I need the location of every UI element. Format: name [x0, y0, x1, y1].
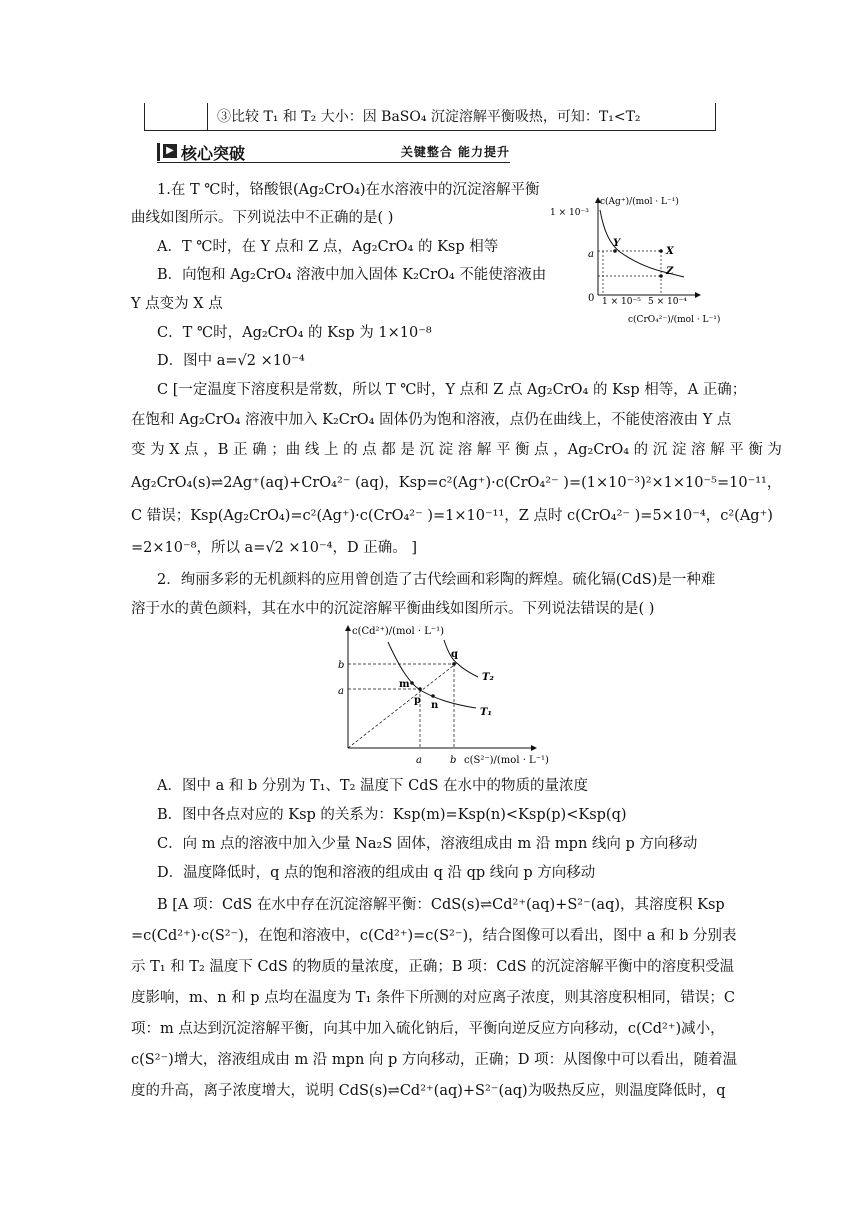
q2-option-d: D．温度降低时，q 点的饱和溶液的组成由 q 沿 qp 线向 p 方向移动 [157, 865, 596, 881]
q2-label-q: q [451, 649, 458, 660]
q2-point-n [431, 694, 435, 698]
q2-tick-b-y: b [338, 660, 345, 671]
q1-answer-line-6: =2×10⁻⁸，所以 a=√2 ×10⁻⁴，D 正确。 ] [131, 540, 417, 556]
q2-line-2: 溶于水的黄色颜料，其在水中的沉淀溶解平衡曲线如图所示。下列说法错误的是( ) [131, 601, 655, 617]
q2-point-p [418, 687, 422, 691]
q1-option-d: D．图中 a=√2 ×10⁻⁴ [157, 353, 305, 369]
q2-y-axis-label: c(Cd²⁺)/(mol · L⁻¹) [352, 626, 445, 637]
table-fragment [144, 103, 716, 131]
q1-x-tick-1: 1 × 10⁻⁵ [602, 297, 641, 307]
q1-answer-line-3: 变 为 X 点 ，B 正 确 ；曲 线 上 的 点 都 是 沉 淀 溶 解 平 衡 点 ，Ag₂CrO₄ 的 沉 淀 溶 解 平 衡 为 [131, 442, 782, 458]
q2-answer-line-6: c(S²⁻)增大，溶液组成由 m 沿 mpn 向 p 方向移动，正确；D 项：从图像中可以看出，随着温 [131, 1052, 738, 1068]
q1-origin-label: 0 [588, 293, 595, 304]
q2-label-t2: T₂ [482, 672, 494, 683]
q1-line-2: 曲线如图所示。下列说法中不正确的是( ) [131, 210, 394, 226]
q1-point-x [659, 249, 663, 253]
q1-y-tick-top: 1 × 10⁻³ [550, 208, 589, 218]
play-triangle-icon: ▶ [163, 144, 177, 158]
q2-option-a: A．图中 a 和 b 分别为 T₁、T₂ 温度下 CdS 在水中的物质的量浓度 [157, 778, 589, 794]
section-subtitle: 关键整合 能力提升 [400, 145, 510, 159]
q1-line-1: 1.在 T ℃时，铬酸银(Ag₂CrO₄)在水溶液中的沉淀溶解平衡 [157, 182, 540, 198]
q2-solubility-figure [326, 620, 566, 772]
q2-answer-line-1: B [A 项：CdS 在水中存在沉淀溶解平衡：CdS(s)⇌Cd²⁺(aq)+S²⁻(aq)，其溶度积 Ksp [157, 897, 725, 913]
q2-line-1: 2．绚丽多彩的无机颜料的应用曾创造了古代绘画和彩陶的辉煌。硫化镉(CdS)是一种难 [157, 572, 716, 588]
table-cell: ③比较 T₁ 和 T₂ 大小：因 BaSO₄ 沉淀溶解平衡吸热，可知：T₁<T₂ [217, 109, 641, 125]
q1-answer-line-1: C [一定温度下溶度积是常数，所以 T ℃时，Y 点和 Z 点 Ag₂CrO₄ 的 Ksp 相等，A 正确； [157, 382, 747, 398]
q1-label-z: Z [666, 266, 674, 277]
q1-x-axis-label: c(CrO₄²⁻)/(mol · L⁻¹) [628, 315, 721, 325]
q2-diagonal [348, 662, 458, 748]
q2-answer-line-3: 示 T₁ 和 T₂ 温度下 CdS 的物质的量浓度，正确；B 项：CdS 的沉淀溶解平衡中的溶度积受温 [131, 959, 735, 975]
q1-label-x: X [666, 246, 674, 257]
q2-answer-line-2: =c(Cd²⁺)·c(S²⁻)，在饱和溶液中，c(Cd²⁺)=c(S²⁻)，结合图像可以看出，图中 a 和 b 分别表 [131, 928, 737, 944]
q1-answer-line-4: Ag₂CrO₄(s)⇌2Ag⁺(aq)+CrO₄²⁻ (aq)，Ksp=c²(Ag⁺)·c(CrO₄²⁻ )=(1×10⁻³)²×1×10⁻⁵=10⁻¹¹， [131, 475, 782, 491]
q2-answer-line-7: 度的升高，离子浓度增大，说明 CdS(s)⇌Cd²⁺(aq)+S²⁻(aq)为吸热反应，则温度降低时，q [131, 1083, 726, 1099]
q1-point-z [659, 274, 663, 278]
q1-option-a: A．T ℃时，在 Y 点和 Z 点，Ag₂CrO₄ 的 Ksp 相等 [157, 239, 499, 255]
q2-tick-a-y: a [338, 686, 344, 697]
table-divider [207, 103, 208, 131]
q2-label-p: p [414, 695, 421, 706]
q2-tick-a-x: a [416, 755, 422, 766]
q2-curve-t1 [388, 642, 476, 708]
section-header [157, 142, 510, 163]
q2-option-b: B．图中各点对应的 Ksp 的关系为：Ksp(m)=Ksp(n)<Ksp(p)<Ksp(q) [157, 807, 627, 823]
q1-solubility-figure [548, 192, 738, 328]
q2-label-m: m [399, 679, 410, 690]
q2-answer-line-5: 项：m 点达到沉淀溶解平衡，向其中加入硫化钠后，平衡向逆反应方向移动，c(Cd²⁺)减小， [131, 1021, 725, 1037]
q2-point-q [452, 662, 456, 666]
q2-curve-t2 [444, 640, 478, 677]
q2-tick-b-x: b [450, 755, 457, 766]
header-bar [157, 143, 160, 161]
q1-option-c: C．T ℃时，Ag₂CrO₄ 的 Ksp 为 1×10⁻⁸ [157, 325, 432, 341]
q1-label-y: Y [613, 238, 621, 249]
q1-option-b-cont: Y 点变为 X 点 [131, 296, 223, 312]
q2-label-t1: T₁ [480, 707, 492, 718]
q1-answer-line-2: 在饱和 Ag₂CrO₄ 溶液中加入 K₂CrO₄ 固体仍为饱和溶液，点仍在曲线上，不能使溶液由 Y 点 [131, 412, 732, 428]
q2-answer-line-4: 度影响，m、n 和 p 点均在温度为 T₁ 条件下所测的对应离子浓度，则其溶度积相同，错误；C [131, 990, 735, 1006]
q2-label-n: n [431, 700, 439, 711]
q1-y-axis-label: c(Ag⁺)/(mol · L⁻¹) [600, 197, 679, 207]
q2-option-c: C．向 m 点的溶液中加入少量 Na₂S 固体，溶液组成由 m 沿 mpn 线向 p 方向移动 [157, 836, 698, 852]
q2-point-m [410, 681, 414, 685]
q1-x-tick-2: 5 × 10⁻⁴ [648, 297, 687, 307]
q1-point-y [613, 249, 617, 253]
q1-option-b: B．向饱和 Ag₂CrO₄ 溶液中加入固体 K₂CrO₄ 不能使溶液由 [157, 267, 547, 283]
q1-answer-line-5: C 错误；Ksp(Ag₂CrO₄)=c²(Ag⁺)·c(CrO₄²⁻ )=1×10⁻¹¹，Z 点时 c(CrO₄²⁻ )=5×10⁻⁴，c²(Ag⁺) [131, 508, 773, 524]
section-title: 核心突破 [181, 144, 246, 163]
q2-x-axis-label: c(S²⁻)/(mol · L⁻¹) [464, 755, 549, 766]
q1-y-tick-a: a [588, 249, 594, 260]
